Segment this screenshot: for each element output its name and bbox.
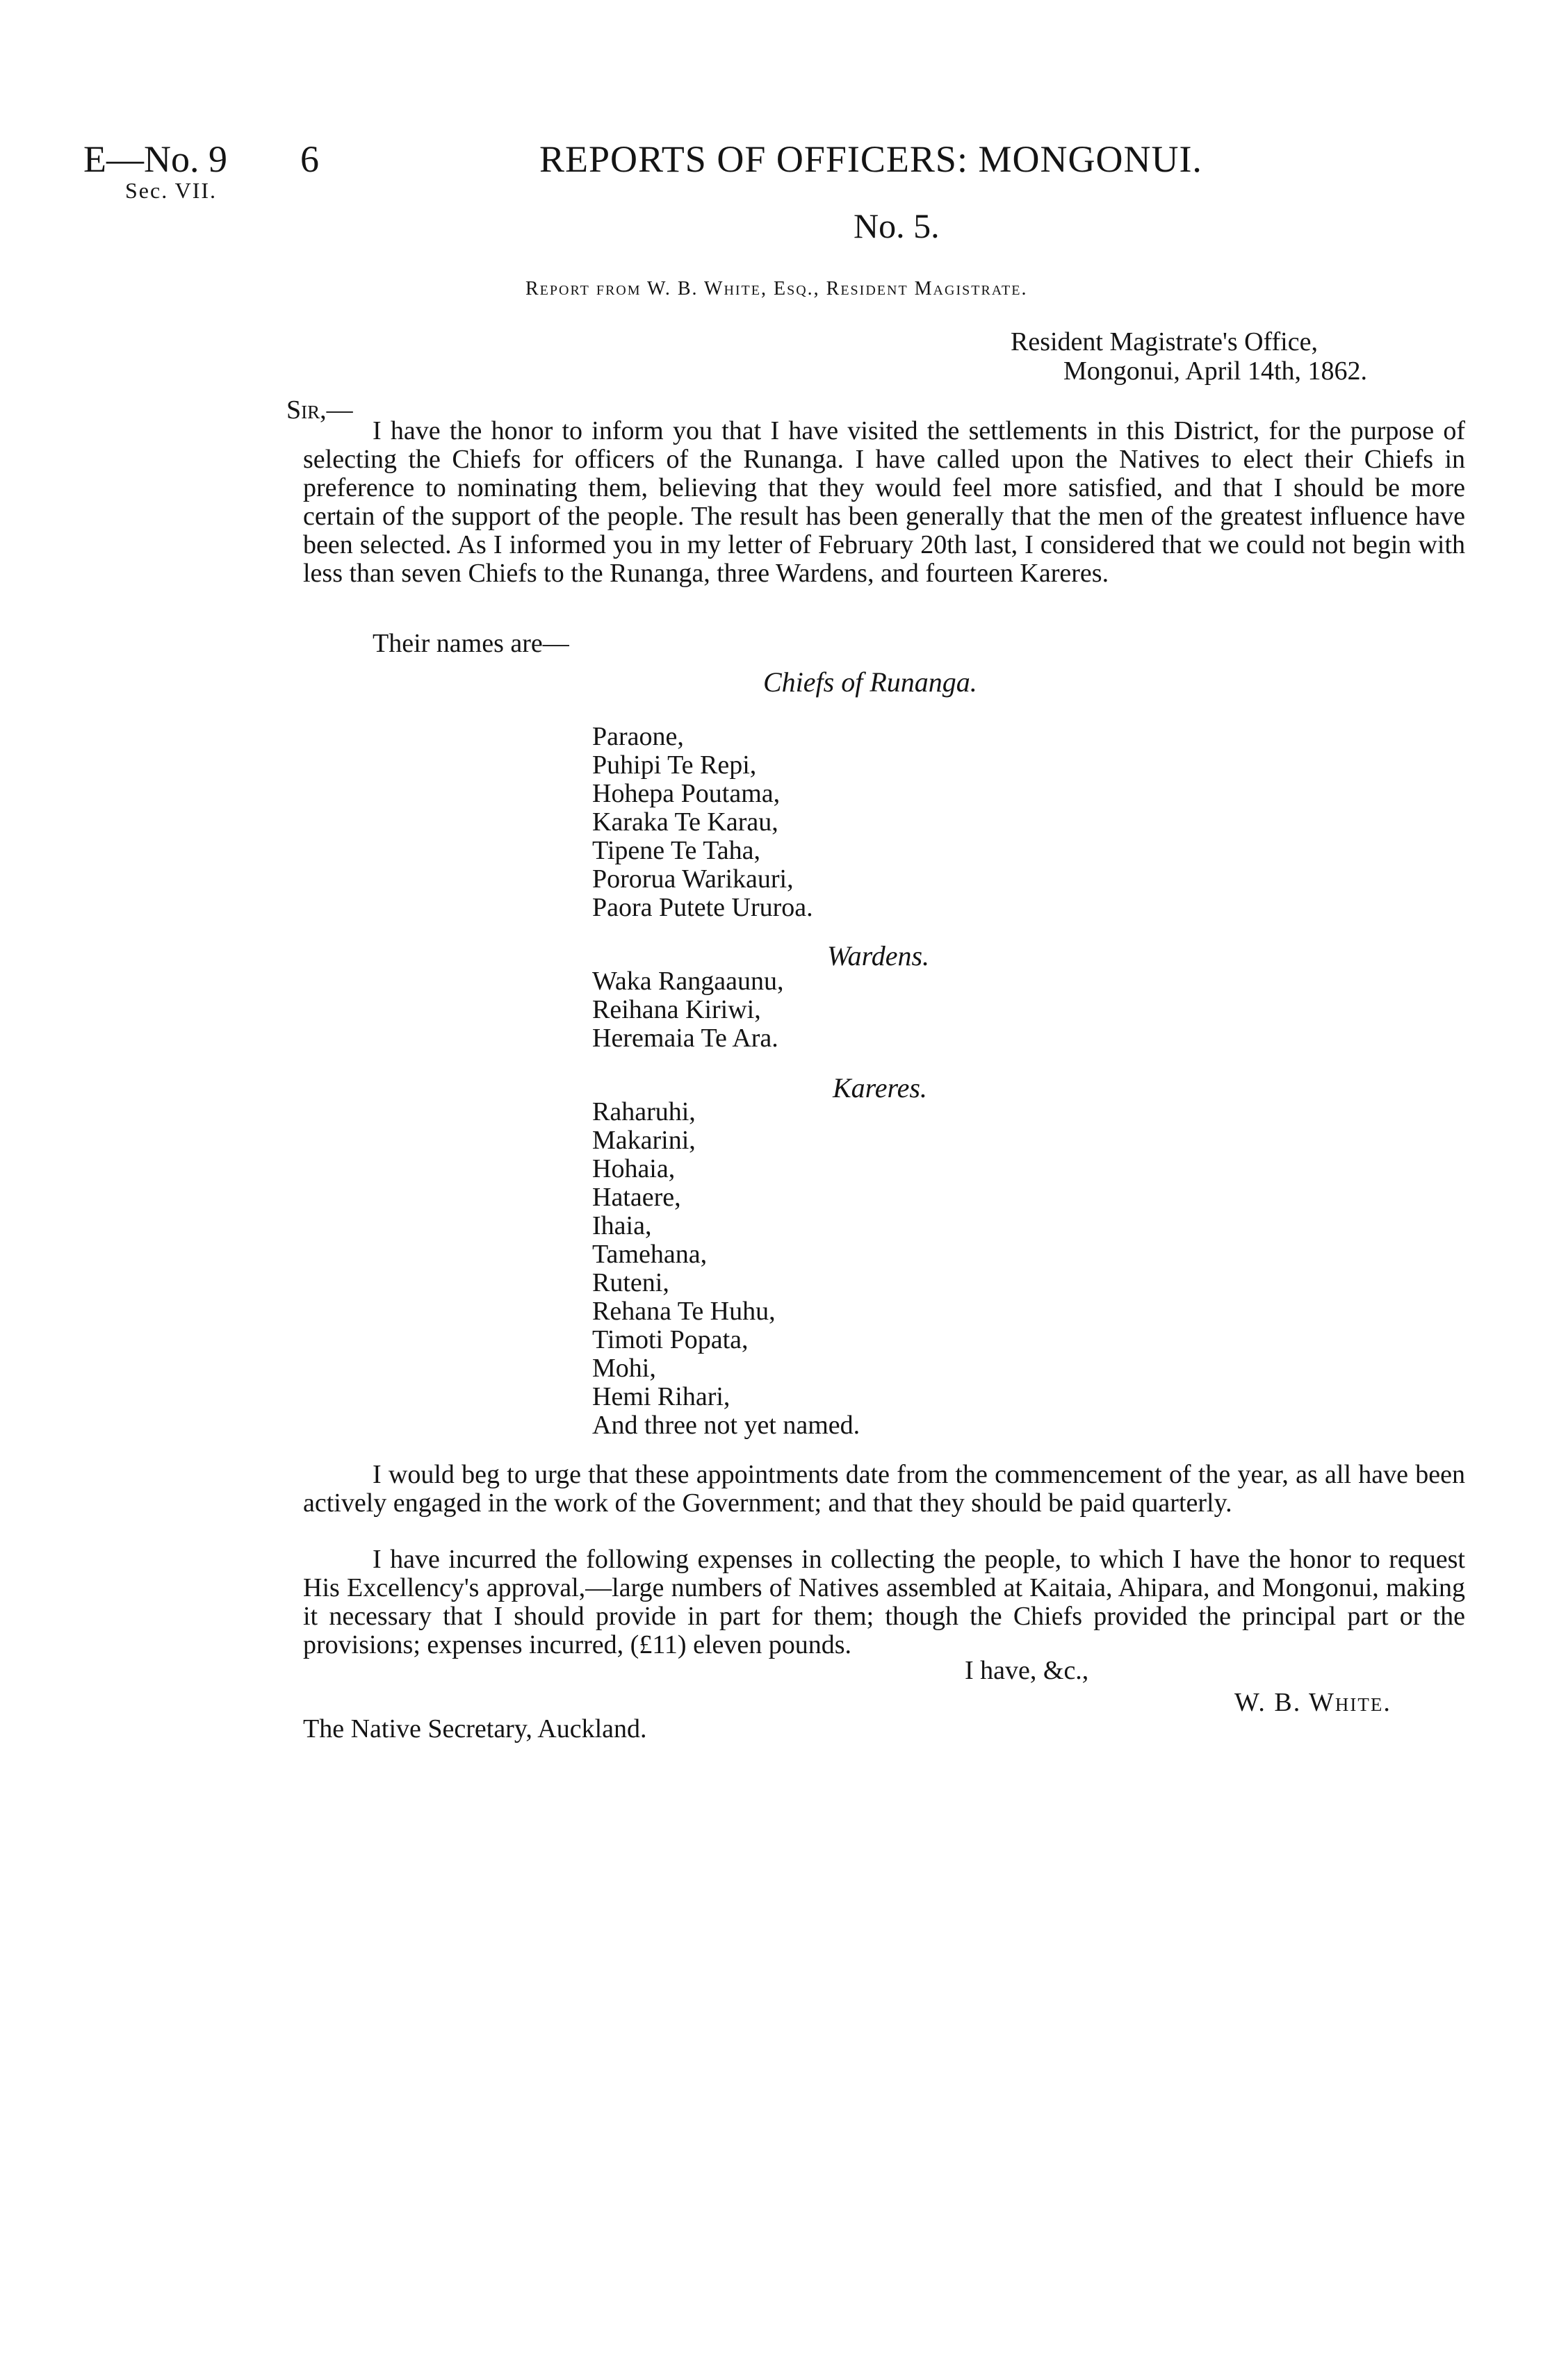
list-item: Mohi, <box>592 1354 656 1383</box>
sender-office: Resident Magistrate's Office, <box>1011 327 1318 356</box>
list-item: And three not yet named. <box>592 1411 860 1440</box>
section-label: Sec. VII. <box>125 178 218 203</box>
page-number: 6 <box>300 138 319 180</box>
wardens-list <box>592 967 784 1053</box>
valediction: I have, &c., <box>965 1656 1089 1685</box>
list-item: Ruteni, <box>592 1268 669 1297</box>
body-paragraph-1: I have the honor to inform you that I have visited the settlements in this District, for the purpose of selecting the Chiefs for officers of the Runanga. I have called upon the Natives to elect their Chiefs in preference to nominating them, believing that they would feel more satisfied, and that I should be more certain of the support of the people. The result has been generally that the men of the greatest influence have been selected. As I informed you in my letter of February 20th last, I considered that we could not begin with less than seven Chiefs to the Runanga, three Wardens, and fourteen Kareres. <box>303 416 1465 588</box>
wardens-heading: Wardens. <box>827 940 930 971</box>
list-item: Heremaia Te Ara. <box>592 1024 778 1053</box>
list-item: Hataere, <box>592 1183 681 1212</box>
list-item: Puhipi Te Repi, <box>592 750 757 780</box>
page-title: REPORTS OF OFFICERS: MONGONUI. <box>539 138 1202 180</box>
list-item: Hemi Rihari, <box>592 1382 730 1411</box>
list-item: Paraone, <box>592 722 684 751</box>
list-item: Waka Rangaaunu, <box>592 967 784 996</box>
list-item: Karaka Te Karau, <box>592 807 778 837</box>
list-item: Tamehana, <box>592 1240 708 1269</box>
list-item: Paora Putete Ururoa. <box>592 893 813 922</box>
kareres-heading: Kareres. <box>833 1072 927 1103</box>
report-number: No. 5. <box>854 206 940 245</box>
list-item: Ihaia, <box>592 1211 652 1240</box>
list-item: Timoti Popata, <box>592 1325 749 1354</box>
list-item: Makarini, <box>592 1126 696 1155</box>
list-item: Raharuhi, <box>592 1097 696 1126</box>
list-item: Reihana Kiriwi, <box>592 995 761 1024</box>
document-reference: E—No. 9 <box>83 138 227 180</box>
list-item: Rehana Te Huhu, <box>592 1297 776 1326</box>
addressee: The Native Secretary, Auckland. <box>303 1714 647 1743</box>
list-item: Hohaia, <box>592 1154 676 1183</box>
names-intro: Their names are— <box>373 629 569 658</box>
kareres-list <box>592 1098 860 1440</box>
chiefs-list <box>592 723 813 922</box>
signature: W. B. White. <box>1234 1688 1391 1717</box>
report-subtitle: Report from W. B. White, Esq., Resident Magistrate. <box>525 278 1028 299</box>
list-item: Hohepa Poutama, <box>592 779 781 808</box>
body-paragraph-3: I have incurred the following expenses in collecting the people, to which I have the honor to request His Excellency's approval,—large numbers of Natives assembled at Kaitaia, Ahipara, and Mongonui, making it necessary that I should provide in part for them; though the Chiefs provided the principal part or the provisions; expenses incurred, (£11) eleven pounds. <box>303 1545 1465 1659</box>
body-paragraph-2: I would beg to urge that these appointments date from the commencement of the year, as all have been actively engaged in the work of the Government; and that they should be paid quarterly. <box>303 1460 1465 1518</box>
list-item: Pororua Warikauri, <box>592 864 794 894</box>
chiefs-heading: Chiefs of Runanga. <box>763 666 977 698</box>
list-item: Tipene Te Taha, <box>592 836 761 865</box>
salutation: Sir,— <box>286 395 353 425</box>
place-and-date: Mongonui, April 14th, 1862. <box>1063 356 1368 386</box>
